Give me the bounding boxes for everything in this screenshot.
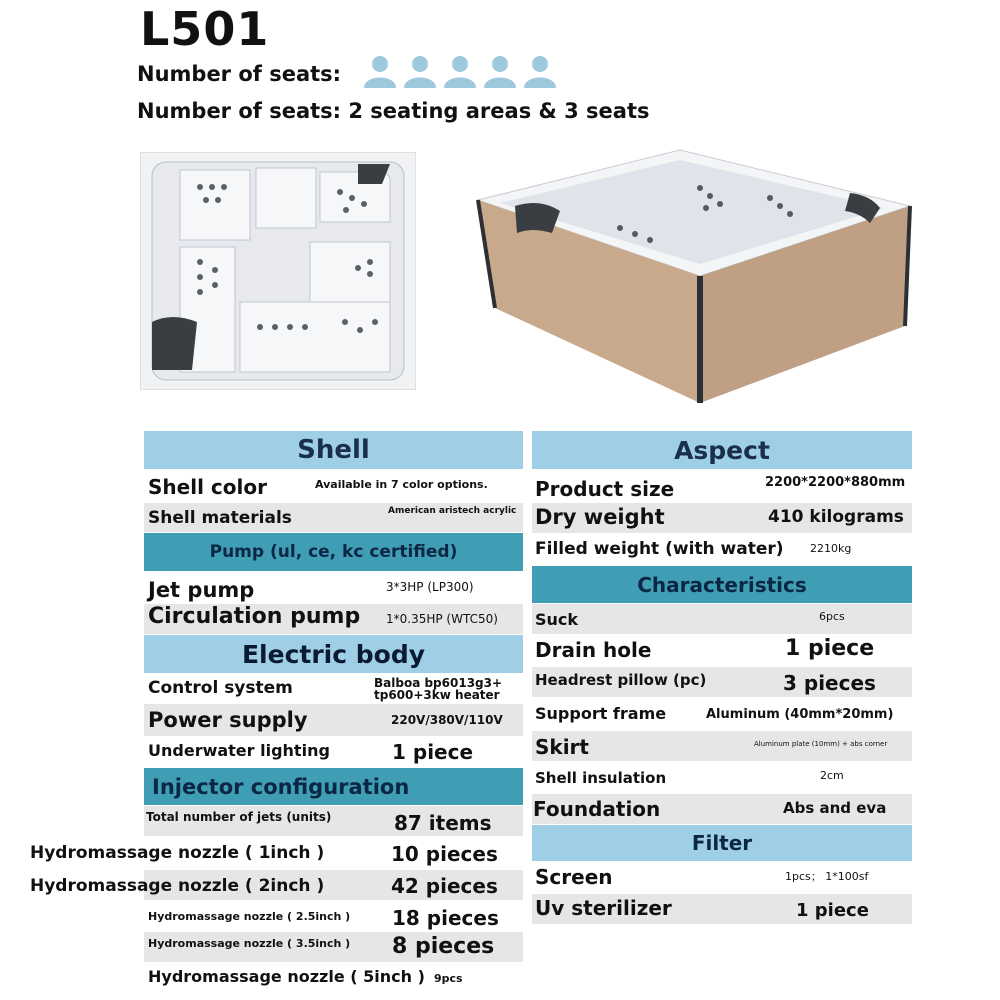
person-icon bbox=[442, 54, 478, 88]
jet-pump-value: 3*3HP (LP300) bbox=[386, 580, 474, 594]
power-supply-label: Power supply bbox=[148, 708, 308, 732]
circulation-pump-row bbox=[144, 604, 523, 634]
person-icon bbox=[522, 54, 558, 88]
shell-color-label: Shell color bbox=[148, 475, 267, 499]
product-size-label: Product size bbox=[535, 477, 675, 501]
nozzle-3-5inch-value: 8 pieces bbox=[392, 934, 495, 959]
uv-sterilizer-label: Uv sterilizer bbox=[535, 896, 672, 920]
injector-header: Injector configuration bbox=[144, 768, 523, 805]
screen-row bbox=[532, 862, 912, 892]
characteristics-header: Characteristics bbox=[532, 566, 912, 603]
uv-sterilizer-value: 1 piece bbox=[796, 900, 869, 921]
control-system-value-1: Balboa bp6013g3+ bbox=[374, 676, 503, 690]
shell-materials-value: American aristech acrylic bbox=[388, 506, 517, 516]
suck-label: Suck bbox=[535, 610, 579, 629]
circulation-pump-label: Circulation pump bbox=[148, 604, 361, 629]
model-title: L501 bbox=[140, 2, 270, 56]
nozzle-2-5inch-row bbox=[144, 902, 523, 932]
shell-color-row bbox=[144, 470, 523, 503]
underwater-lighting-label: Underwater lighting bbox=[148, 741, 330, 760]
skirt-value: Aluminum plate (10mm) + abs corner bbox=[754, 740, 888, 748]
nozzle-2inch-label: Hydromassage nozzle ( 2inch ) bbox=[30, 876, 325, 896]
skirt-row bbox=[532, 731, 912, 761]
total-jets-value: 87 items bbox=[394, 811, 492, 835]
total-jets-label: Total number of jets (units) bbox=[146, 810, 332, 824]
nozzle-5inch-row bbox=[144, 963, 523, 993]
person-icon bbox=[402, 54, 438, 88]
support-frame-value: Aluminum (40mm*20mm) bbox=[706, 707, 894, 722]
dry-weight-row bbox=[532, 503, 912, 533]
drain-hole-row bbox=[532, 634, 912, 666]
shell-insulation-label: Shell insulation bbox=[535, 769, 667, 787]
support-frame-row bbox=[532, 699, 912, 729]
shell-materials-row bbox=[144, 503, 523, 532]
nozzle-1inch-label: Hydromassage nozzle ( 1inch ) bbox=[30, 843, 325, 863]
foundation-value: Abs and eva bbox=[783, 799, 887, 817]
seat-icons bbox=[362, 54, 558, 88]
nozzle-2-5inch-value: 18 pieces bbox=[392, 906, 499, 930]
filled-weight-value: 2210kg bbox=[810, 542, 852, 555]
filter-header: Filter bbox=[532, 825, 912, 861]
headrest-pillow-value: 3 pieces bbox=[783, 671, 876, 695]
control-system-value-2: tp600+3kw heater bbox=[374, 688, 500, 702]
nozzle-2-5inch-label: Hydromassage nozzle ( 2.5inch ) bbox=[148, 910, 351, 923]
seats-detail: Number of seats: 2 seating areas & 3 seats bbox=[137, 99, 650, 123]
person-icon bbox=[362, 54, 398, 88]
electric-header: Electric body bbox=[144, 635, 523, 673]
drain-hole-label: Drain hole bbox=[535, 638, 652, 662]
jet-pump-row bbox=[144, 572, 523, 604]
seats-label: Number of seats: bbox=[137, 62, 342, 86]
power-supply-row bbox=[144, 704, 523, 736]
hot-tub-top-view-image bbox=[140, 152, 416, 390]
shell-insulation-row bbox=[532, 763, 912, 793]
nozzle-5inch-label: Hydromassage nozzle ( 5inch ) bbox=[148, 967, 425, 986]
person-icon bbox=[482, 54, 518, 88]
uv-sterilizer-row bbox=[532, 894, 912, 924]
support-frame-label: Support frame bbox=[535, 704, 667, 723]
shell-header: Shell bbox=[144, 431, 523, 469]
foundation-label: Foundation bbox=[533, 797, 661, 821]
dry-weight-label: Dry weight bbox=[535, 505, 665, 529]
product-size-value: 2200*2200*880mm bbox=[765, 475, 906, 490]
nozzle-3-5inch-row bbox=[144, 932, 523, 962]
shell-materials-label: Shell materials bbox=[148, 508, 292, 528]
suck-value: 6pcs bbox=[819, 610, 845, 623]
drain-hole-value: 1 piece bbox=[785, 636, 875, 661]
product-size-row bbox=[532, 470, 912, 503]
underwater-lighting-value: 1 piece bbox=[392, 740, 474, 764]
pump-header: Pump (ul, ce, kc certified) bbox=[144, 533, 523, 571]
shell-color-value: Available in 7 color options. bbox=[315, 478, 488, 491]
control-system-label: Control system bbox=[148, 678, 293, 698]
foundation-row bbox=[532, 794, 912, 824]
suck-row bbox=[532, 604, 912, 634]
aspect-header: Aspect bbox=[532, 431, 912, 469]
nozzle-3-5inch-label: Hydromassage nozzle ( 3.5inch ) bbox=[148, 937, 351, 950]
filled-weight-row bbox=[532, 535, 912, 565]
nozzle-1inch-value: 10 pieces bbox=[391, 842, 498, 866]
power-supply-value: 220V/380V/110V bbox=[391, 713, 503, 727]
circulation-pump-value: 1*0.35HP (WTC50) bbox=[386, 612, 498, 626]
total-jets-row bbox=[144, 806, 523, 836]
dry-weight-value: 410 kilograms bbox=[768, 507, 904, 527]
jet-pump-label: Jet pump bbox=[148, 578, 255, 602]
nozzle-5inch-value: 9pcs bbox=[434, 972, 463, 985]
hot-tub-product-image bbox=[470, 148, 918, 403]
headrest-pillow-row bbox=[532, 667, 912, 697]
filled-weight-label: Filled weight (with water) bbox=[535, 539, 784, 559]
shell-insulation-value: 2cm bbox=[820, 769, 844, 782]
nozzle-2inch-value: 42 pieces bbox=[391, 874, 498, 898]
skirt-label: Skirt bbox=[535, 735, 589, 759]
screen-value: 1pcs； 1*100sf bbox=[785, 870, 869, 883]
control-system-row bbox=[144, 674, 523, 704]
screen-label: Screen bbox=[535, 865, 613, 889]
underwater-lighting-row bbox=[144, 736, 523, 766]
headrest-pillow-label: Headrest pillow (pc) bbox=[535, 671, 707, 689]
